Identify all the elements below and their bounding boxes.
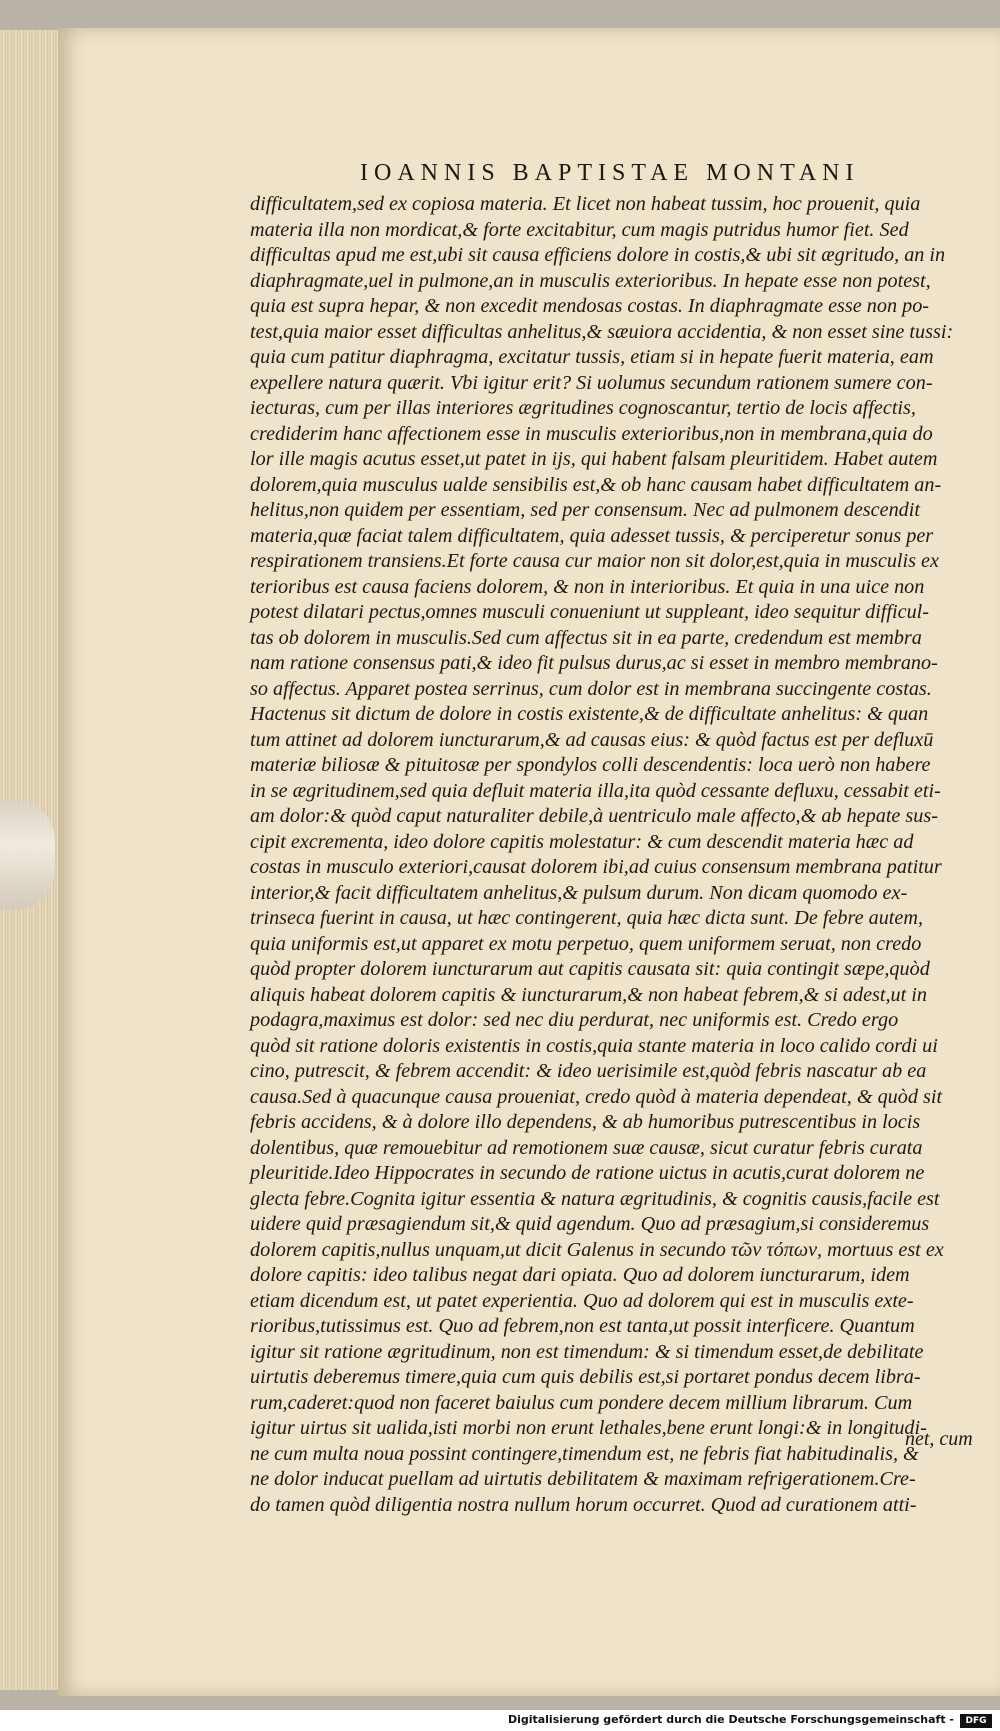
text-line: terioribus est causa faciens dolorem, & non in interioribus. Et quia in una uice non [250,575,925,598]
text-line: uidere quid præsagiendum sit,& quid agendum. Quo ad præsagium,si consideremus [250,1213,930,1235]
text-line: do tamen quòd diligentia nostra nullum horum occurret. Quod ad curationem atti- [250,1493,917,1516]
footer-credit: Digitalisierung gefördert durch die Deutsche Forschungsgemeinschaft - [507,1713,954,1726]
text-line: podagra,maximus est dolor: sed nec diu perdurat, nec uniformis est. Credo ergo [250,1009,899,1031]
text-line: potest dilatari pectus,omnes musculi conueniunt ut suppleant, ideo sequitur difficul- [250,601,930,623]
text-line: dolentibus, quæ remouebitur ad remotionem suæ causæ, sicut curatur febris curata [250,1136,923,1159]
text-line: so affectus. Apparet postea serrinus, cum dolor est in membrana succingente costas. [250,677,932,700]
text-line: dolorem capitis,nullus unquam,ut dicit Galenus in secundo τῶν τόπων, mortuus est ex [250,1238,944,1261]
text-line: etiam dicendum est, ut patet experientia. Quo ad dolorem qui est in musculis exte- [250,1289,914,1312]
text-line: ne dolor inducat puellam ad uirtutis debilitatem & maximam refrigerationem.Cre- [250,1468,916,1490]
text-line: Hactenus sit dictum de dolore in costis existente,& de difficultate anhelitus: & quan [250,703,929,725]
text-line: materia illa non mordicat,& forte excitabitur, cum magis putridus humor fiet. Sed [250,218,909,241]
text-line: dolore capitis: ideo talibus negat dari opiata. Quo ad dolorem iuncturarum, idem [250,1264,910,1286]
text-line: igitur uirtus sit ualida,isti morbi non erunt lethales,bene erunt longi:& in longitudi- [250,1417,927,1439]
text-line: helitus,non quidem per essentiam, sed per consensum. Nec ad pulmonem descendit [250,499,920,521]
text-line: quòd sit ratione doloris existentis in costis,quia stante materia in loco calido cordi ui [250,1034,938,1057]
text-line: quia cum patitur diaphragma, excitatur tussis, etiam si in hepate fuerit materia, eam [250,346,934,368]
text-line: iecturas, cum per illas interiores ægritudines cognoscantur, tertio de locis affectis, [250,397,916,419]
text-line: trinseca fuerint in causa, ut hæc contingerent, quia hæc dicta sunt. De febre autem, [250,907,923,929]
text-line: crediderim hanc affectionem esse in musculis exterioribus,non in membrana,quia do [250,422,933,445]
text-line: rum,caderet:quod non faceret baiulus cum pondere decem millium librarum. Cum [250,1391,913,1414]
text-line: quia est supra hepar, & non excedit mendosas costas. In diaphragmate esse non po- [250,295,930,317]
text-line: pleuritide.Ideo Hippocrates in secundo de ratione uictus in acutis,curat dolorem ne [250,1162,925,1184]
text-line: costas in musculo exteriori,causat dolorem ibi,ad cuius consensum membrana patitur [250,856,942,878]
text-line: in se ægritudinem,sed quia defluit materia illa,ita quòd cessante defluxu, cessabit eti- [250,779,941,802]
text-line: difficultas apud me est,ubi sit causa efficiens dolore in costis,& ubi sit ægritudo, an in [250,244,946,266]
text-line: causa.Sed à quacunque causa proueniat, credo quòd à materia dependeat, & quòd sit [250,1085,943,1108]
text-line: diaphragmate,uel in pulmone,an in musculis exterioribus. In hepate esse non potest, [250,269,931,292]
text-line: cino, putrescit, & febrem accendit: & ideo uerisimile est,quòd febris nascatur ab ea [250,1060,927,1082]
text-line: ne cum multa noua possint contingere,timendum est, ne febris fiat habitudinalis, & [250,1442,919,1465]
text-line: glecta febre.Cognita igitur essentia & natura ægritudinis, & cognitis causis,facile est [250,1187,940,1210]
text-line: cipit excrementa, ideo dolore capitis molestatur: & cum descendit materia hæc ad [250,830,914,853]
text-line: uirtutis deberemus timere,quia cum quis debilis est,si portaret pondus decem libra- [250,1366,921,1388]
dfg-logo: DFG [960,1714,992,1728]
text-line: nam ratione consensus pati,& ideo fit pulsus durus,ac si esset in membro membrano- [250,652,938,674]
text-line: dolorem,quia musculus ualde sensibilis est,& ob hanc causam habet difficultatem an- [250,473,942,496]
text-line: quia uniformis est,ut apparet ex motu perpetuo, quem uniformem seruat, non credo [250,932,922,955]
text-line: rioribus,tutissimus est. Quo ad febrem,non est tanta,ut possit interficere. Quantum [250,1315,915,1337]
text-line: tas ob dolorem in musculis.Sed cum affectus sit in ea parte, credendum est membra [250,626,922,649]
text-line: difficultatem,sed ex copiosa materia. Et licet non habeat tussim, hoc prouenit, quia [250,193,921,215]
text-line: lor ille magis acutus esset,ut patet in ijs, qui habent falsam pleuritidem. Habet autem [250,448,938,470]
text-line: materiæ biliosæ & pituitosæ per spondylos colli descendentis: loca uerò non habere [250,754,931,776]
text-line: materia,quæ faciat talem difficultatem, quia adesset tussis, & perciperetur sonus per [250,524,934,547]
text-line: aliquis habeat dolorem capitis & iuncturarum,& non habeat febrem,& si adest,ut in [250,983,927,1006]
text-line: am dolor:& quòd caput naturaliter debile,à uentriculo male affecto,& ab hepate sus- [250,805,938,827]
text-line: igitur sit ratione ægritudinum, non est timendum: & si timendum esset,de debilitate [250,1340,924,1363]
text-line: test,quia maior esset difficultas anhelitus,& sæuiora accidentia, & non esset sine tussi: [250,320,954,343]
body-text [250,192,970,1518]
text-line: respirationem transiens.Et forte causa cur maior non sit dolor,est,quia in musculis ex [250,550,939,572]
page-clip [0,800,55,910]
text-line: expellere natura quærit. Vbi igitur erit? Si uolumus secundum rationem sumere con- [250,371,933,394]
text-line: interior,& facit difficultatem anhelitus,& pulsum durum. Non dicam quomodo ex- [250,881,908,904]
text-line: febris accidens, & à dolore illo dependens, & ab humoribus putrescentibus in locis [250,1111,921,1133]
text-line: quòd propter dolorem iuncturarum aut capitis causata sit: quia contingit sæpe,quòd [250,958,930,980]
running-header: IOANNIS BAPTISTAE MONTANI [360,160,860,186]
text-line: tum attinet ad dolorem iuncturarum,& ad causas eius: & quòd factus est per defluxū [250,728,934,751]
catchword: net, cum [905,1428,973,1450]
